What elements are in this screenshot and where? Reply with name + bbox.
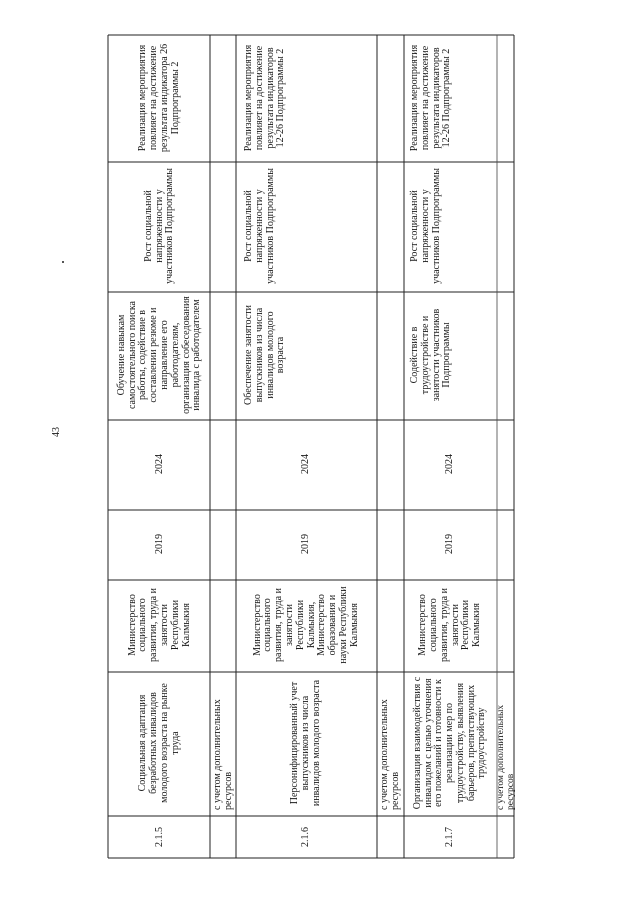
row-2-1-6-result-cell: Обеспечение занятости выпускников из числа инвалидов молодого возраста (243, 305, 287, 405)
row-2-1-6-note-cell: с учетом дополнительных ресурсов (379, 699, 401, 810)
row-2-1-7-end-cell: 2024 (444, 454, 456, 474)
row-2-1-7-title-cell: Организация взаимодействия с инвалидом с целью уточнения его пожеланий и готовности к реализации мер по трудоустройству, выявления барьеров, препятствующих трудоустройству (411, 676, 488, 810)
row-2-1-6-start-cell: 2019 (300, 534, 312, 554)
row-2-1-5-start-cell: 2019 (153, 534, 165, 554)
row-2-1-5-result-cell: Обучение навыкам самостоятельного поиска работы, содействие в составлении резюме и направление его работодателям, организация собеседования инвалида с работодателем (115, 296, 203, 414)
row-2-1-7-id-cell: 2.1.7 (444, 827, 456, 847)
row-2-1-5-end-cell: 2024 (153, 454, 165, 474)
row-2-1-5-title-cell: Социальная адаптация безработных инвалидов молодого возраста на рынке труда (137, 683, 181, 803)
row-2-1-6-risk-cell: Рост социальной напряженности у участников Подпрограммы (243, 168, 276, 284)
row-2-1-7-impact-cell: Реализация мероприятия повлияет на достижение результата индикаторов 12-26 Подпрограммы 2 (409, 44, 453, 152)
row-2-1-7-note-cell: с учетом дополнительных ресурсов (495, 704, 516, 810)
row-2-1-6-executor-cell: Министерство социального развития, труда и занятости Республики Калмыкия, Министерство образования и науки Республики Калмыкия (251, 586, 360, 664)
row-2-1-7-result-cell: Содействие в трудоустройстве и занятости участников Подпрограммы (409, 308, 453, 402)
row-2-1-7-executor-cell: Министерство социального развития, труда и занятости Республики Калмыкия (417, 588, 483, 662)
row-2-1-5-impact-cell: Реализация мероприятия повлияет на достижение результата индикатора 26 Подпрограммы 2 (137, 43, 181, 153)
row-2-1-5-risk-cell: Рост социальной напряженности у участников Подпрограммы (142, 168, 176, 284)
row-2-1-6-title-cell: Персонифицированный учет выпускников из числа инвалидов молодого возраста (289, 679, 322, 807)
row-2-1-6-end-cell: 2024 (300, 454, 312, 474)
row-2-1-7-start-cell: 2019 (444, 534, 456, 554)
row-2-1-5-note-cell: с учетом дополнительных ресурсов (212, 699, 234, 810)
row-2-1-6-impact-cell: Реализация мероприятия повлияет на достижение результата индикаторов 12-26 Подпрограммы 2 (243, 44, 287, 152)
row-2-1-5-executor-cell: Министерство социального развития, труда и занятости Республики Калмыкия (126, 588, 192, 662)
row-2-1-7-risk-cell: Рост социальной напряженности у участников Подпрограммы (409, 168, 442, 284)
row-2-1-6-id-cell: 2.1.6 (300, 827, 312, 847)
row-2-1-5-id-cell: 2.1.5 (153, 827, 165, 847)
